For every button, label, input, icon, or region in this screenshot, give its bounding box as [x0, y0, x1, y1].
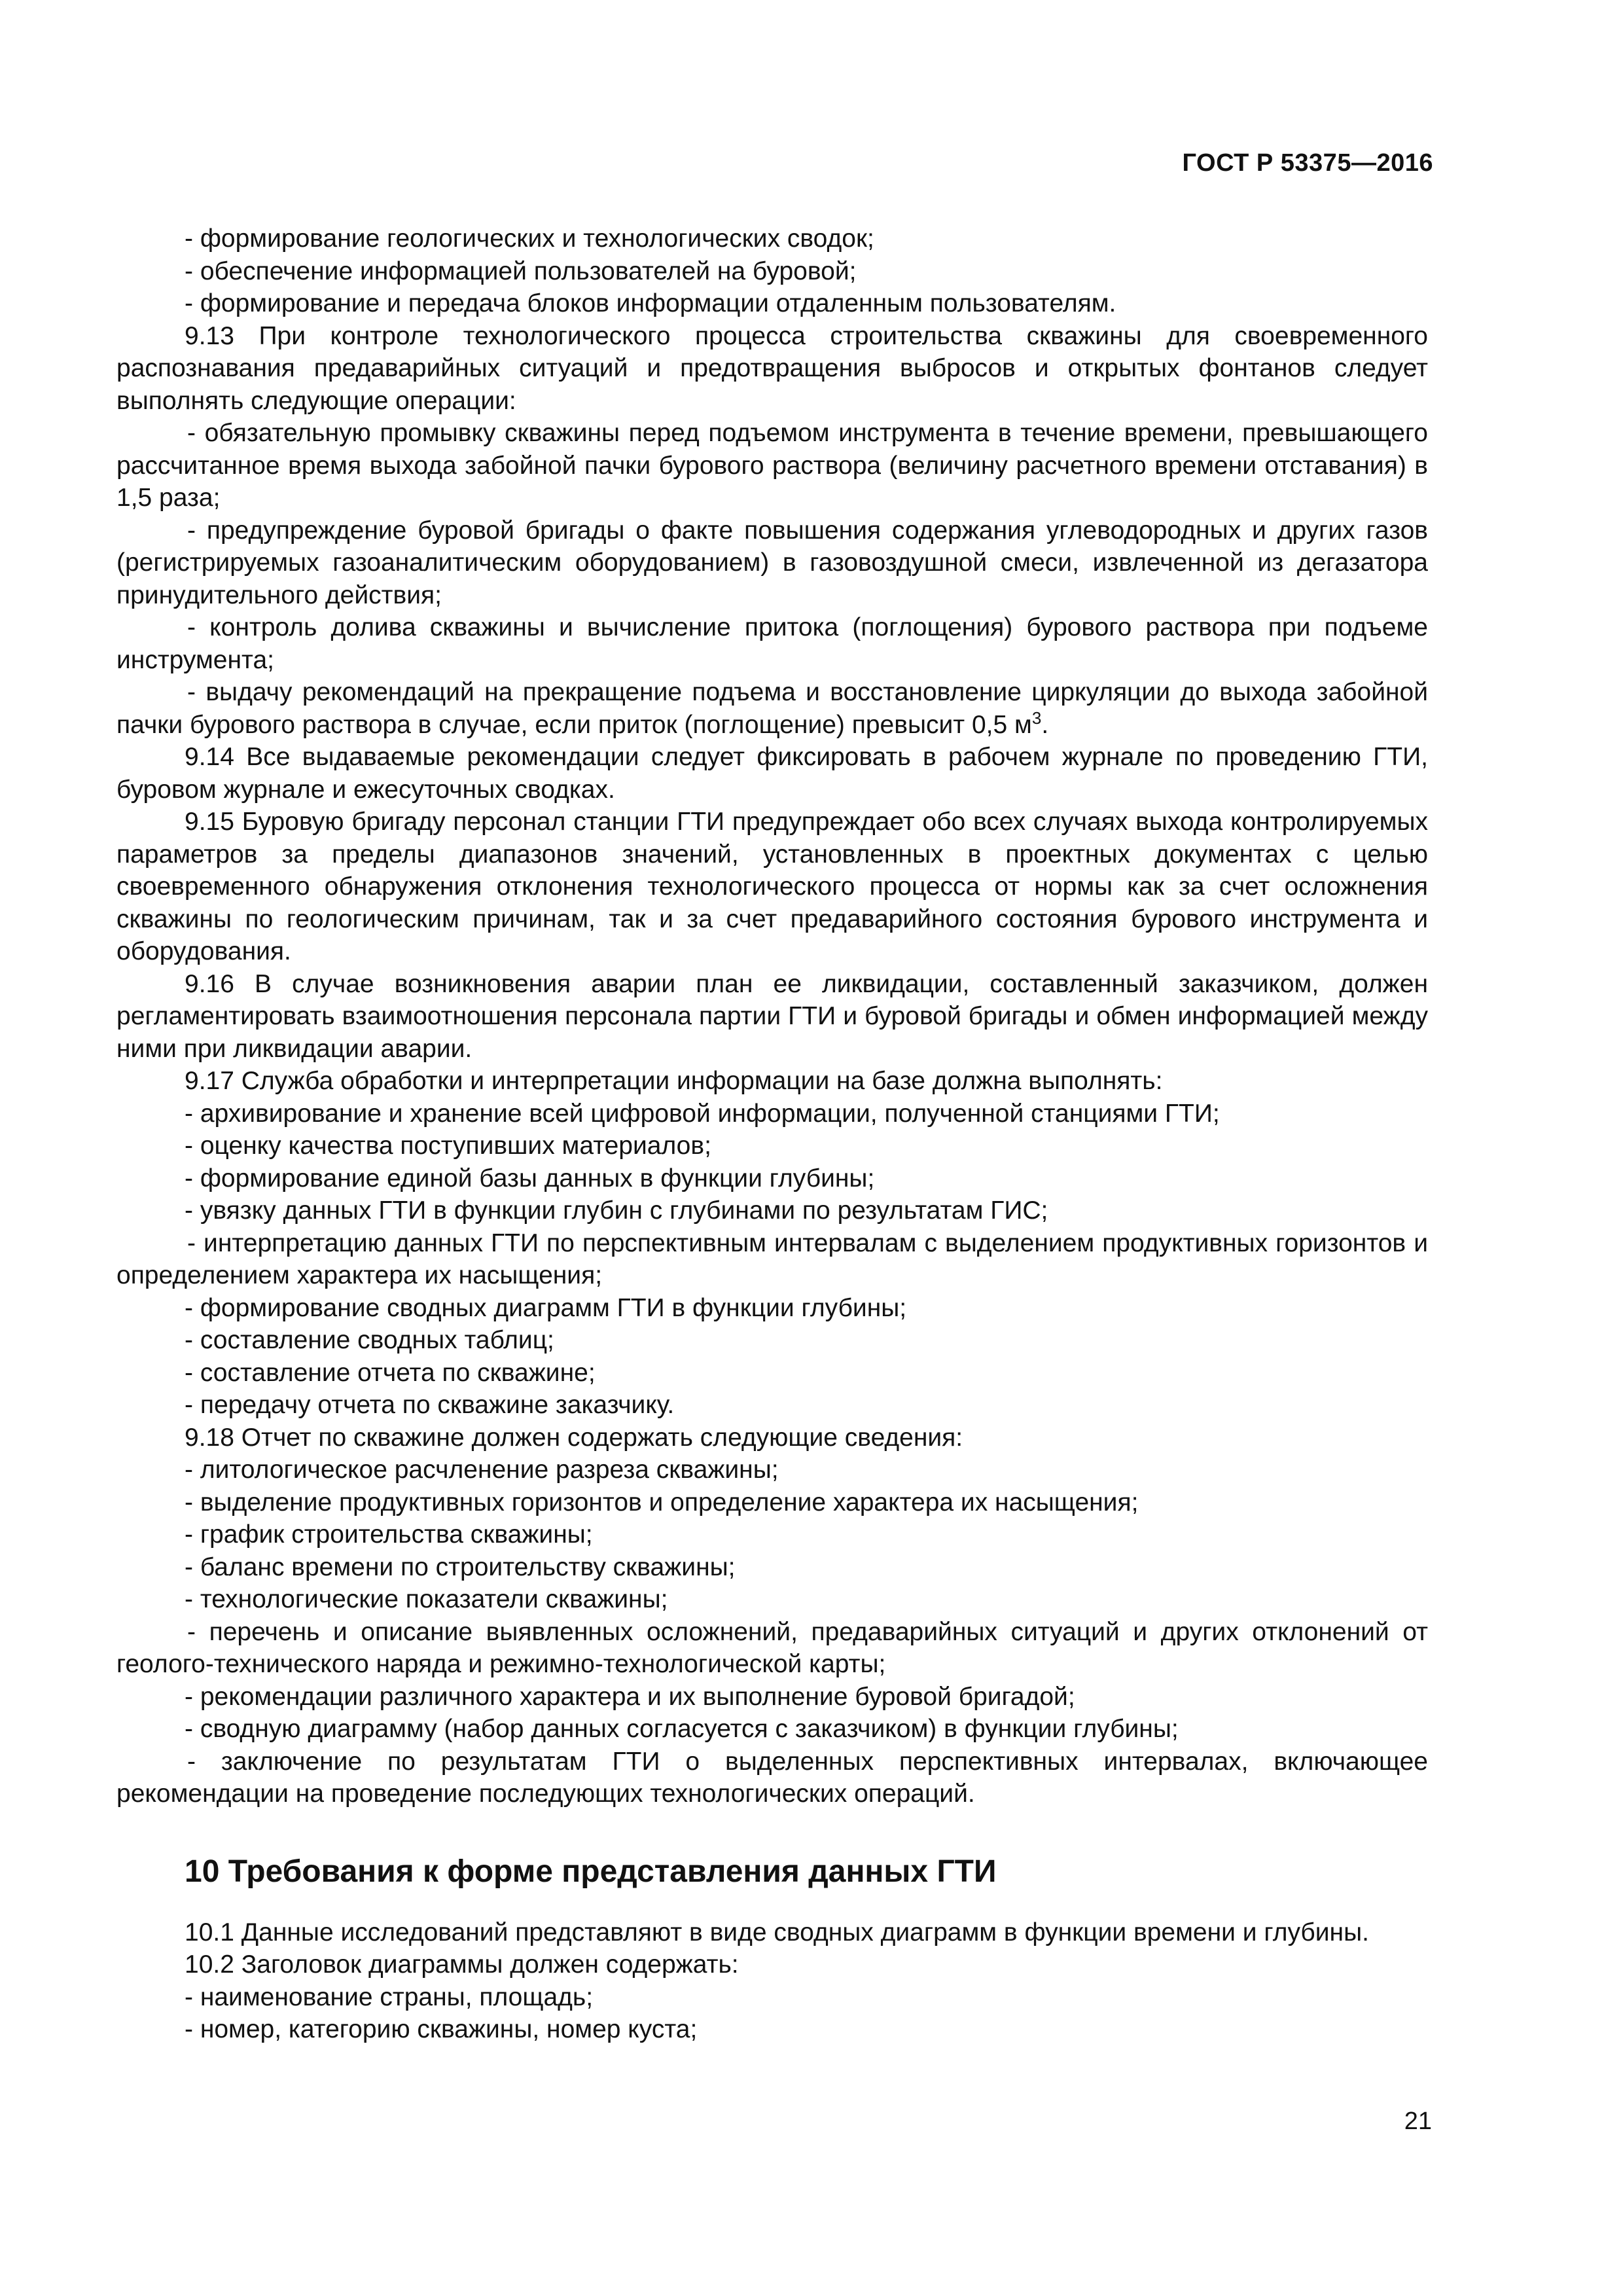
list-item: - передачу отчета по скважине заказчику. — [185, 1391, 675, 1419]
list-item: - формирование геологических и технологических сводок; — [185, 224, 874, 253]
list-item — [116, 676, 1428, 741]
section-title: 10 Требования к форме представления данных ГТИ — [185, 1854, 997, 1889]
list-item: - технологические показатели скважины; — [185, 1585, 668, 1613]
clause-9-16: 9.16 В случае возникновения аварии план ее ликвидации, составленный заказчиком, должен регламентировать взаимоотношения персонала партии ГТИ и буровой бригады и обмен информацией между ними при ликвидации аварии. — [116, 969, 1428, 1063]
list-item: - интерпретацию данных ГТИ по перспективным интервалам с выделением продуктивных горизонтов и определением характера их насыщения; — [116, 1229, 1428, 1289]
list-item: - перечень и описание выявленных осложнений, предаварийных ситуаций и других отклонений от геолого-технического наряда и режимно-технологической карты; — [116, 1617, 1428, 1678]
list-item: - наименование страны, площадь; — [185, 1982, 594, 2011]
list-item: - рекомендации различного характера и их выполнение буровой бригадой; — [185, 1682, 1075, 1711]
clause-10-1: 10.1 Данные исследований представляют в виде сводных диаграмм в функции времени и глубины. — [185, 1918, 1369, 1946]
document-code: ГОСТ Р 53375—2016 — [1182, 149, 1433, 177]
page-number: 21 — [1404, 2108, 1432, 2135]
list-item: - архивирование и хранение всей цифровой информации, полученной станциями ГТИ; — [185, 1099, 1220, 1128]
list-item: - заключение по результатам ГТИ о выделенных перспективных интервалах, включающее рекомендации на проведение последующих технологических операций. — [116, 1747, 1428, 1808]
list-item: - литологическое расчленение разреза скважины; — [185, 1456, 779, 1484]
clause-9-15: 9.15 Буровую бригаду персонал станции ГТИ предупреждает обо всех случаях выхода контролируемых параметров за пределы диапазонов значений, установленных в проектных документах с целью своевременного обнаружения отклонения технологического процесса от нормы как за счет осложнения скважины по геологическим причинам, так и за счет предаварийного состояния бурового инструмента и оборудования. — [116, 808, 1428, 965]
clause-9-14: 9.14 Все выдаваемые рекомендации следует фиксировать в рабочем журнале по проведению ГТИ, буровом журнале и ежесуточных сводках. — [116, 743, 1428, 804]
list-item: - формирование сводных диаграмм ГТИ в функции глубины; — [185, 1293, 907, 1322]
list-item: - контроль долива скважины и вычисление притока (поглощения) бурового раствора при подъеме инструмента; — [116, 613, 1428, 674]
list-item: - формирование единой базы данных в функции глубины; — [185, 1164, 875, 1193]
punctuation: . — [1041, 710, 1049, 739]
list-item: - обеспечение информацией пользователей на буровой; — [185, 257, 857, 285]
superscript: 3 — [1031, 708, 1042, 728]
list-item: - формирование и передача блоков информации отдаленным пользователям. — [185, 289, 1116, 317]
list-item: - обязательную промывку скважины перед подъемом инструмента в течение времени, превышающего рассчитанное время выхода забойной пачки бурового раствора (величину расчетного времени отставания) в 1,5 раза; — [116, 419, 1428, 512]
clause-9-18: 9.18 Отчет по скважине должен содержать следующие сведения: — [185, 1423, 963, 1452]
list-item-text: - выдачу рекомендаций на прекращение подъема и восстановление циркуляции до выхода забойной пачки бурового раствора в случае, если приток (поглощение) превысит 0,5 м — [116, 678, 1428, 739]
list-item: - предупреждение буровой бригады о факте повышения содержания углеводородных и других газов (регистрируемых газоаналитическим оборудованием) в газовоздушной смеси, извлеченной из дегазатора принудительного действия; — [116, 516, 1428, 609]
clause-9-17: 9.17 Служба обработки и интерпретации информации на базе должна выполнять: — [185, 1067, 1163, 1095]
clause-9-13: 9.13 При контроле технологического процесса строительства скважины для своевременного распознавания предаварийных ситуаций и предотвращения выбросов и открытых фонтанов следует выполнять следующие операции: — [116, 321, 1428, 415]
list-item: - выделение продуктивных горизонтов и определение характера их насыщения; — [185, 1488, 1139, 1516]
list-item: - номер, категорию скважины, номер куста; — [185, 2015, 698, 2043]
list-item: - составление сводных таблиц; — [185, 1326, 554, 1354]
list-item: - сводную диаграмму (набор данных согласуется с заказчиком) в функции глубины; — [185, 1715, 1179, 1743]
list-item: - увязку данных ГТИ в функции глубин с глубинами по результатам ГИС; — [185, 1196, 1048, 1225]
clause-10-2: 10.2 Заголовок диаграммы должен содержать: — [185, 1950, 739, 1979]
list-item: - баланс времени по строительству скважины; — [185, 1552, 736, 1581]
list-item: - график строительства скважины; — [185, 1520, 593, 1549]
list-item: - оценку качества поступивших материалов; — [185, 1132, 711, 1160]
list-item: - составление отчета по скважине; — [185, 1358, 596, 1387]
page-body — [116, 223, 1428, 2046]
